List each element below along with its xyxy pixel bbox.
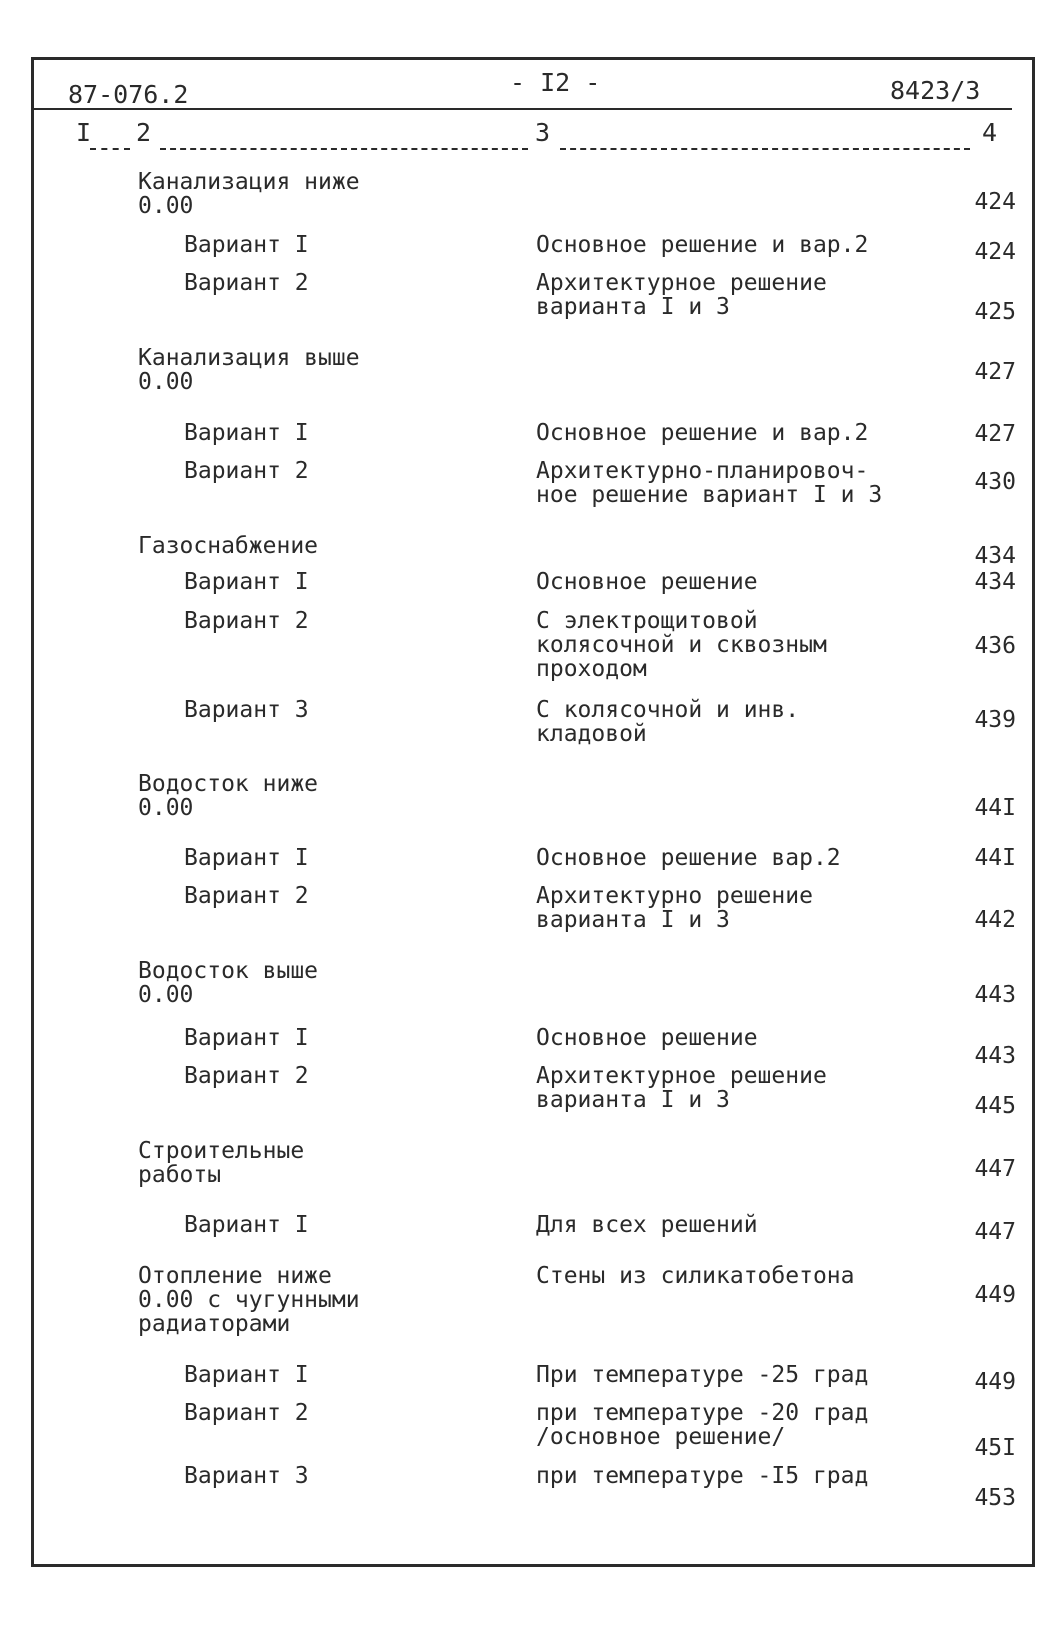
doc-code: 87-076.2 (68, 80, 189, 109)
description-text: С электрощитовой колясочной и сквозным проходом (536, 608, 827, 682)
description-text: при температуре -20 град /основное решение/ (536, 1400, 869, 1450)
variant-label: Вариант 3 (184, 1463, 309, 1489)
description-text: Основное решение (536, 1025, 758, 1051)
page-ref: 425 (974, 299, 1016, 325)
section-title: Водосток выше 0.00 (138, 958, 319, 1008)
page-ref: 430 (974, 469, 1016, 495)
page-ref: 424 (974, 239, 1016, 265)
column-header-dash (90, 148, 130, 150)
page-ref: 449 (974, 1369, 1016, 1395)
variant-label: Вариант 2 (184, 1400, 309, 1426)
description-text: С колясочной и инв. кладовой (536, 697, 800, 747)
variant-label: Вариант I (184, 1025, 309, 1051)
variant-label: Вариант 2 (184, 458, 309, 484)
description-text: Основное решение и вар.2 (536, 420, 869, 446)
description-text: Основное решение (536, 569, 758, 595)
variant-label: Вариант I (184, 420, 309, 446)
page-ref: 434 (974, 543, 1016, 569)
column-header-4: 4 (982, 118, 998, 147)
sheet-code: 8423/3 (890, 76, 981, 105)
page-ref: 427 (974, 421, 1016, 447)
description-text: При температуре -25 град (536, 1362, 869, 1388)
variant-label: Вариант I (184, 1212, 309, 1238)
description-text: при температуре -I5 град (536, 1463, 869, 1489)
page-ref: 442 (974, 907, 1016, 933)
page-number: - I2 - (510, 68, 601, 97)
column-header-dash (160, 148, 528, 150)
description-text: Основное решение и вар.2 (536, 232, 869, 258)
page-ref: 443 (974, 1043, 1016, 1069)
description-text: Архитектурное решение варианта I и 3 (536, 1063, 827, 1113)
section-title: Канализация выше 0.00 (138, 345, 360, 395)
variant-label: Вариант I (184, 569, 309, 595)
section-title: Канализация ниже 0.00 (138, 169, 360, 219)
description-text: Архитектурно решение варианта I и 3 (536, 883, 813, 933)
variant-label: Вариант 2 (184, 883, 309, 909)
page-ref: 447 (974, 1219, 1016, 1245)
description-text: Для всех решений (536, 1212, 758, 1238)
page-ref: 45I (974, 1435, 1016, 1461)
description-text: Архитектурно-планировоч- ное решение вариант I и 3 (536, 458, 883, 508)
variant-label: Вариант 2 (184, 608, 309, 634)
description-text: Стены из силикатобетона (536, 1263, 855, 1289)
variant-label: Вариант I (184, 1362, 309, 1388)
variant-label: Вариант 2 (184, 1063, 309, 1089)
variant-label: Вариант I (184, 232, 309, 258)
page-ref: 453 (974, 1485, 1016, 1511)
description-text: Архитектурное решение варианта I и 3 (536, 270, 827, 320)
page-ref: 447 (974, 1156, 1016, 1182)
variant-label: Вариант I (184, 845, 309, 871)
page-ref: 424 (974, 189, 1016, 215)
column-header-3: 3 (535, 118, 551, 147)
page-ref: 434 (974, 569, 1016, 595)
page-ref: 436 (974, 633, 1016, 659)
variant-label: Вариант 3 (184, 697, 309, 723)
column-header-2: 2 (136, 118, 152, 147)
page-ref: 445 (974, 1093, 1016, 1119)
header-rule (34, 108, 1012, 110)
variant-label: Вариант 2 (184, 270, 309, 296)
column-header-1: I (76, 118, 92, 147)
section-title: Строительные работы (138, 1138, 305, 1188)
page-ref: 449 (974, 1282, 1016, 1308)
section-title: Газоснабжение (138, 533, 319, 559)
page-ref: 44I (974, 795, 1016, 821)
page-ref: 439 (974, 707, 1016, 733)
section-title: Отопление ниже 0.00 с чугунными радиаторами (138, 1263, 360, 1337)
section-title: Водосток ниже 0.00 (138, 771, 319, 821)
page-ref: 443 (974, 982, 1016, 1008)
page-ref: 44I (974, 845, 1016, 871)
page-ref: 427 (974, 359, 1016, 385)
description-text: Основное решение вар.2 (536, 845, 841, 871)
column-header-dash (560, 148, 970, 150)
